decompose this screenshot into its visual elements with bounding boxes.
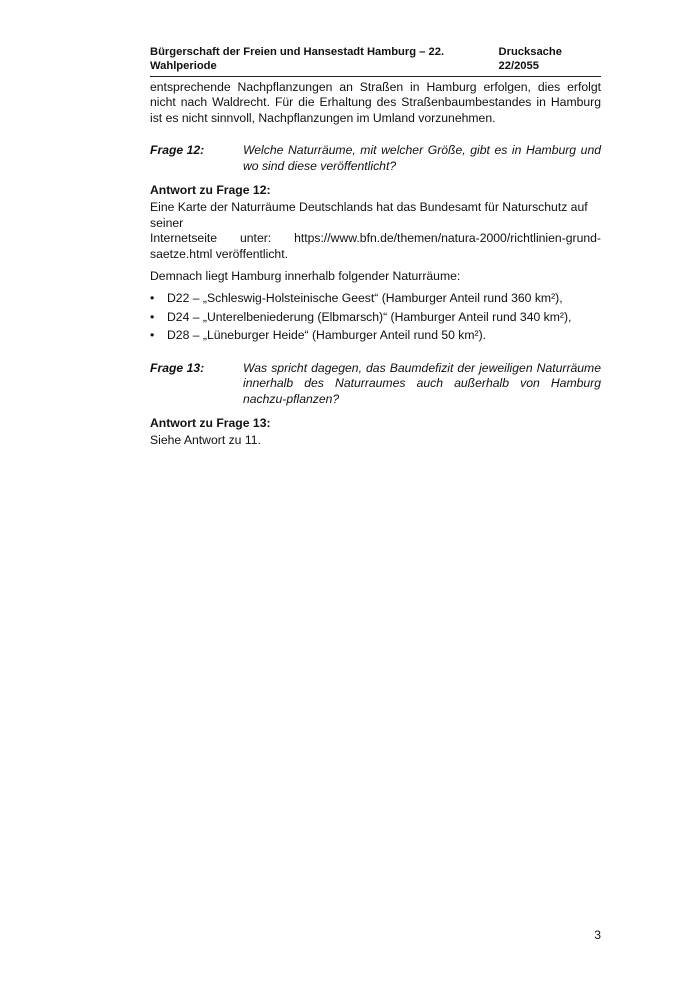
bullet-icon: • bbox=[150, 309, 155, 324]
list-item-text: D24 – „Unterelbeniederung (Elbmarsch)“ (Hamburger Anteil rund 340 km²), bbox=[167, 309, 572, 324]
page-number: 3 bbox=[594, 928, 601, 942]
answer-13-text: Siehe Antwort zu 11. bbox=[150, 433, 261, 448]
question-13 bbox=[150, 361, 601, 407]
answer-12-title: Antwort zu Frage 12: bbox=[150, 183, 271, 198]
answer-13 bbox=[150, 416, 601, 449]
answer-13-title: Antwort zu Frage 13: bbox=[150, 415, 271, 430]
question-12 bbox=[150, 143, 601, 174]
bullet-icon: • bbox=[150, 328, 155, 343]
list-item-text: D22 – „Schleswig-Holsteinische Geest“ (Hamburger Anteil rund 360 km²), bbox=[167, 291, 563, 306]
natural-areas-list bbox=[150, 291, 601, 343]
answer-12-line-3: saetze.html veröffentlicht. bbox=[150, 246, 288, 261]
question-12-label: Frage 12: bbox=[150, 143, 205, 158]
document-number: Drucksache 22/2055 bbox=[498, 46, 562, 72]
answer-12 bbox=[150, 183, 601, 344]
internet-word: Internetseite bbox=[150, 231, 218, 246]
answer-12-url-line bbox=[150, 231, 601, 246]
list-item bbox=[150, 310, 601, 325]
list-item bbox=[150, 328, 601, 343]
document-body bbox=[150, 80, 601, 449]
bfn-url: https://www.bfn.de/themen/natura-2000/richtlinien-grund- bbox=[294, 231, 601, 246]
header-title: Bürgerschaft der Freien und Hansestadt Hamburg – 22. Wahlperiode bbox=[150, 46, 445, 72]
answer-12-line-1: Eine Karte der Naturräume Deutschlands hat das Bundesamt für Naturschutz auf seiner bbox=[150, 200, 588, 230]
list-item-text: D28 – „Lüneburger Heide“ (Hamburger Anteil rund 50 km²). bbox=[167, 328, 487, 343]
under-word: unter: bbox=[240, 231, 272, 246]
question-13-text: Was spricht dagegen, das Baumdefizit der jeweiligen Naturräume innerhalb des Naturraumes auch außerhalb von Hamburg nachzu-pflanzen? bbox=[243, 360, 601, 406]
question-12-text: Welche Naturräume, mit welcher Größe, gibt es in Hamburg und wo sind diese veröffentlicht? bbox=[243, 143, 601, 173]
bullet-icon: • bbox=[150, 291, 155, 306]
intro-paragraph: entsprechende Nachpflanzungen an Straßen in Hamburg erfolgen, dies erfolgt nicht nach Waldrecht. Für die Erhaltung des Straßenbaumbestandes in Hamburg ist es nicht sinnvoll, Nachpflanzungen im Umland vorzunehmen. bbox=[150, 80, 601, 125]
running-header bbox=[150, 45, 601, 77]
list-item bbox=[150, 291, 601, 306]
answer-12-paragraph bbox=[150, 200, 601, 262]
natural-areas-intro: Demnach liegt Hamburg innerhalb folgender Naturräume: bbox=[150, 269, 461, 284]
question-13-label: Frage 13: bbox=[150, 360, 205, 375]
